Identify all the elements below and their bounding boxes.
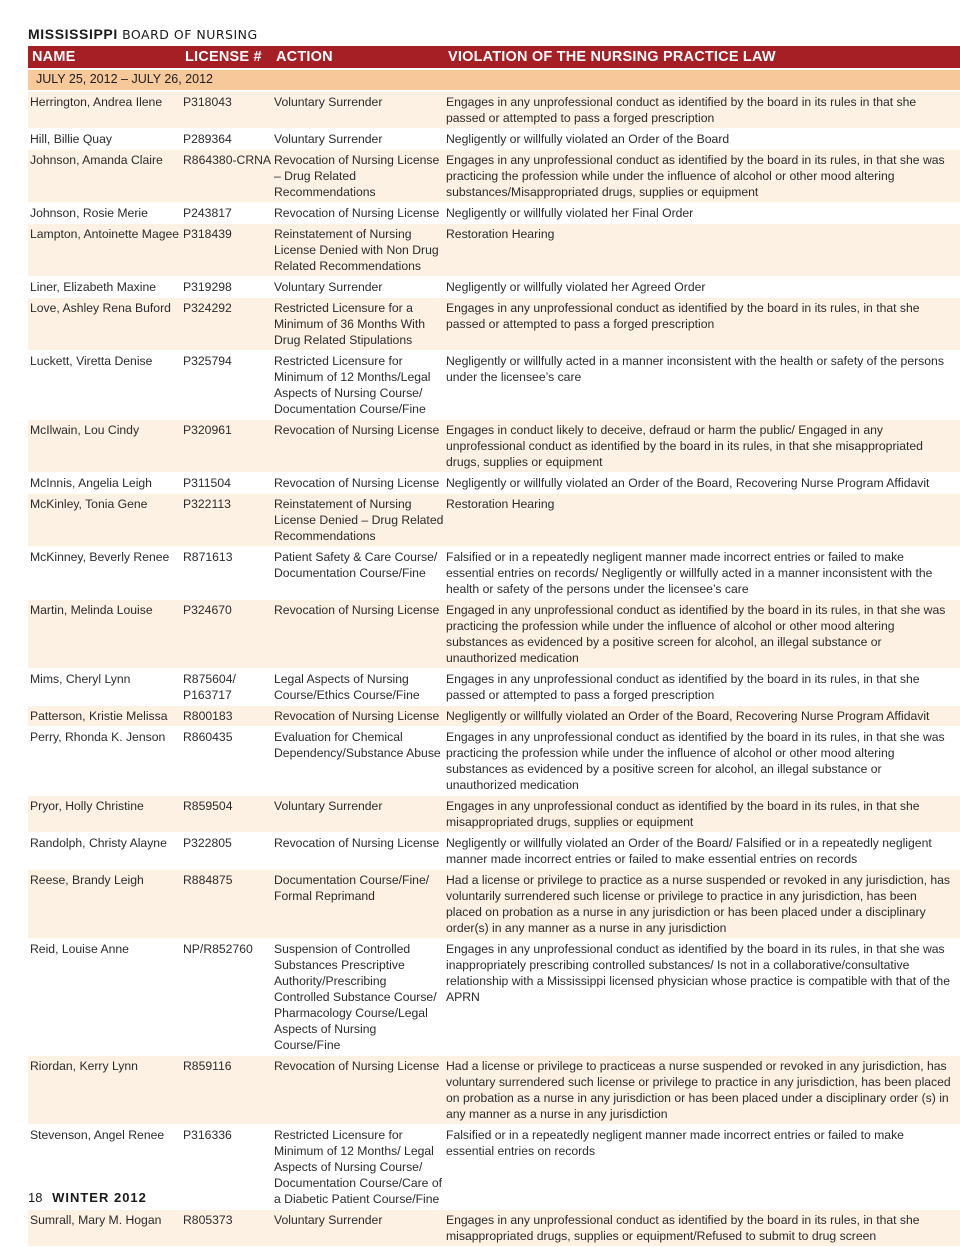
cell-violation: Engages in any unprofessional conduct as identified by the board in its rules, in that she passed or attempted to pass a forged prescription [444,298,960,351]
cell-violation: Had a license or privilege to practice as a nurse suspended or revoked in any jurisdiction, has voluntarily surrendered such license or privilege to practice in any jurisdiction, has been placed on probation as a nurse in any jurisdiction or has been placed under a disciplinary order(s) in any manner as a nurse in any jurisdiction [444,870,960,939]
cell-violation: Falsified or in a repeatedly negligent manner made incorrect entries or failed to make essential entries on records/ Negligently or willfully acted in a manner inconsistent with the health or safety of the persons under the licensee’s care [444,547,960,600]
cell-name: McInnis, Angelia Leigh [28,473,181,494]
table-row [28,420,960,473]
page-footer [28,1190,147,1205]
cell-license: P319298 [181,277,272,298]
cell-name: Pryor, Holly Christine [28,796,181,833]
cell-license: P316336 [181,1125,272,1210]
issue-label: WINTER 2012 [52,1190,147,1205]
cell-action: Documentation Course/Fine/ Formal Reprimand [272,870,444,939]
cell-action: Reinstatement of Nursing License Denied with Non Drug Related Recommendations [272,224,444,277]
table-row [28,150,960,203]
cell-violation: Negligently or willfully violated an Order of the Board [444,129,960,150]
cell-action: Restricted Licensure for Minimum of 12 Months/Legal Aspects of Nursing Course/ Documentation Course/Fine [272,351,444,420]
cell-name: Patterson, Kristie Melissa [28,706,181,727]
cell-violation: Engages in conduct likely to deceive, defraud or harm the public/ Engaged in any unprofessional conduct as identified by the board in its rules, in that she misappropriated drugs, supplies or equipment [444,420,960,473]
table-row [28,129,960,150]
cell-action: Revocation of Nursing License – Drug Related Recommendations [272,150,444,203]
cell-license: R860435 [181,727,272,796]
cell-action: Revocation of Nursing License [272,420,444,473]
cell-action: Revocation of Nursing License [272,1056,444,1125]
disciplinary-actions-table [28,46,960,1247]
cell-name: Perry, Rhonda K. Jenson [28,727,181,796]
cell-name: Riordan, Kerry Lynn [28,1056,181,1125]
table-row [28,547,960,600]
cell-name: Love, Ashley Rena Buford [28,298,181,351]
cell-violation: Engages in any unprofessional conduct as identified by the board in its rules, in that she was practicing the profession while under the influence of alcohol or other mood altering substances as evidenced by a positive screen for alcohol, an illegal substance or unauthorized medication [444,727,960,796]
cell-license: R871613 [181,547,272,600]
cell-violation: Engages in any unprofessional conduct as identified by the board in its rules, in that she was practicing the profession while under the influence of alcohol or other mood altering substances/Misappropriated drugs, supplies or equipment [444,150,960,203]
cell-violation: Engages in any unprofessional conduct as identified by the board in its rules, in that she was inappropriately prescribing controlled substances/ Is not in a collaborative/consultative relationship with a Mississippi licensed physician whose practice is compatible with that of the APRN [444,939,960,1056]
column-header-violation: VIOLATION OF THE NURSING PRACTICE LAW [444,46,960,69]
cell-action: Voluntary Surrender [272,1210,444,1247]
cell-violation: Negligently or willfully violated her Final Order [444,203,960,224]
cell-license: R859116 [181,1056,272,1125]
column-header-action: ACTION [272,46,444,69]
cell-name: McIlwain, Lou Cindy [28,420,181,473]
cell-name: Sumrall, Mary M. Hogan [28,1210,181,1247]
cell-violation: Engages in any unprofessional conduct as identified by the board in its rules, in that she misappropriated drugs, supplies or equipment [444,796,960,833]
cell-action: Suspension of Controlled Substances Prescriptive Authority/Prescribing Controlled Substance Course/ Pharmacology Course/Legal Aspects of Nursing Course/Fine [272,939,444,1056]
table-row [28,1125,960,1210]
cell-action: Revocation of Nursing License [272,473,444,494]
cell-violation: Negligently or willfully violated an Order of the Board, Recovering Nurse Program Affidavit [444,706,960,727]
table-row [28,298,960,351]
cell-license: P324670 [181,600,272,669]
table-row [28,203,960,224]
cell-name: Randolph, Christy Alayne [28,833,181,870]
cell-name: Reese, Brandy Leigh [28,870,181,939]
date-range: JULY 25, 2012 – JULY 26, 2012 [28,69,960,91]
cell-name: Luckett, Viretta Denise [28,351,181,420]
cell-license: P325794 [181,351,272,420]
cell-license: P320961 [181,420,272,473]
cell-action: Legal Aspects of Nursing Course/Ethics Course/Fine [272,669,444,706]
masthead [28,26,258,42]
cell-name: Liner, Elizabeth Maxine [28,277,181,298]
cell-name: Mims, Cheryl Lynn [28,669,181,706]
cell-action: Voluntary Surrender [272,129,444,150]
cell-name: McKinney, Beverly Renee [28,547,181,600]
table-row [28,494,960,547]
cell-license: R800183 [181,706,272,727]
page-number: 18 [28,1190,43,1205]
cell-license: P318043 [181,91,272,129]
cell-name: Stevenson, Angel Renee [28,1125,181,1210]
table-row [28,706,960,727]
cell-license: P324292 [181,298,272,351]
cell-name: Johnson, Rosie Merie [28,203,181,224]
cell-license: P318439 [181,224,272,277]
cell-license: R805373 [181,1210,272,1247]
cell-action: Evaluation for Chemical Dependency/Substance Abuse [272,727,444,796]
cell-name: McKinley, Tonia Gene [28,494,181,547]
cell-violation: Restoration Hearing [444,224,960,277]
cell-license: P311504 [181,473,272,494]
table-row [28,351,960,420]
cell-violation: Negligently or willfully violated an Order of the Board, Recovering Nurse Program Affidavit [444,473,960,494]
cell-license: R859504 [181,796,272,833]
cell-name: Martin, Melinda Louise [28,600,181,669]
cell-license: P243817 [181,203,272,224]
table-row [28,796,960,833]
cell-action: Revocation of Nursing License [272,833,444,870]
table-row [28,473,960,494]
cell-action: Revocation of Nursing License [272,203,444,224]
cell-license: P289364 [181,129,272,150]
table-row [28,1056,960,1125]
cell-license: NP/R852760 [181,939,272,1056]
cell-license: R884875 [181,870,272,939]
cell-violation: Falsified or in a repeatedly negligent manner made incorrect entries or failed to make essential entries on records [444,1125,960,1210]
cell-violation: Engaged in any unprofessional conduct as identified by the board in its rules, in that she was practicing the profession while under the influence of alcohol or other mood altering substances as evidenced by a positive screen for alcohol, an illegal substance or unauthorized medication [444,600,960,669]
cell-action: Restricted Licensure for Minimum of 12 Months/ Legal Aspects of Nursing Course/ Documentation Course/Care of a Diabetic Patient Course/Fine [272,1125,444,1210]
cell-action: Restricted Licensure for a Minimum of 36 Months With Drug Related Stipulations [272,298,444,351]
column-header-license: LICENSE # [181,46,272,69]
cell-violation: Negligently or willfully violated her Agreed Order [444,277,960,298]
cell-license: P322805 [181,833,272,870]
column-header-name: NAME [28,46,181,69]
cell-name: Lampton, Antoinette Magee [28,224,181,277]
cell-license: R864380-CRNA [181,150,272,203]
masthead-org: BOARD OF NURSING [122,27,258,42]
cell-name: Hill, Billie Quay [28,129,181,150]
table-row [28,833,960,870]
cell-action: Reinstatement of Nursing License Denied – Drug Related Recommendations [272,494,444,547]
cell-name: Herrington, Andrea Ilene [28,91,181,129]
cell-action: Voluntary Surrender [272,91,444,129]
cell-action: Voluntary Surrender [272,796,444,833]
table-header-row [28,46,960,69]
masthead-state: MISSISSIPPI [28,26,118,42]
table-row [28,939,960,1056]
cell-violation: Engages in any unprofessional conduct as identified by the board in its rules, in that she misappropriated drugs, supplies or equipment/Refused to submit to drug screen [444,1210,960,1247]
cell-name: Reid, Louise Anne [28,939,181,1056]
table-row [28,277,960,298]
cell-license: P322113 [181,494,272,547]
cell-violation: Negligently or willfully acted in a manner inconsistent with the health or safety of the persons under the licensee’s care [444,351,960,420]
cell-action: Revocation of Nursing License [272,600,444,669]
table-row [28,91,960,129]
date-range-row [28,69,960,91]
cell-violation: Had a license or privilege to practiceas a nurse suspended or revoked in any jurisdiction, has voluntary surrendered such license or privilege to practice in any jurisdiction, has been placed on probation as a nurse in any jurisdiction or has been placed under a disciplinary order (s) in any manner as a nurse in any jurisdiction [444,1056,960,1125]
cell-violation: Engages in any unprofessional conduct as identified by the board in its rules in that she passed or attempted to pass a forged prescription [444,91,960,129]
table-row [28,669,960,706]
cell-violation: Restoration Hearing [444,494,960,547]
table-row [28,1210,960,1247]
cell-violation: Engages in any unprofessional conduct as identified by the board in its rules, in that she passed or attempted to pass a forged prescription [444,669,960,706]
cell-action: Revocation of Nursing License [272,706,444,727]
cell-violation: Negligently or willfully violated an Order of the Board/ Falsified or in a repeatedly negligent manner made incorrect entries or failed to make essential entries on records [444,833,960,870]
table-row [28,870,960,939]
table-row [28,727,960,796]
table-row [28,600,960,669]
table-row [28,224,960,277]
cell-license: R875604/ P163717 [181,669,272,706]
cell-action: Voluntary Surrender [272,277,444,298]
cell-action: Patient Safety & Care Course/ Documentation Course/Fine [272,547,444,600]
cell-name: Johnson, Amanda Claire [28,150,181,203]
